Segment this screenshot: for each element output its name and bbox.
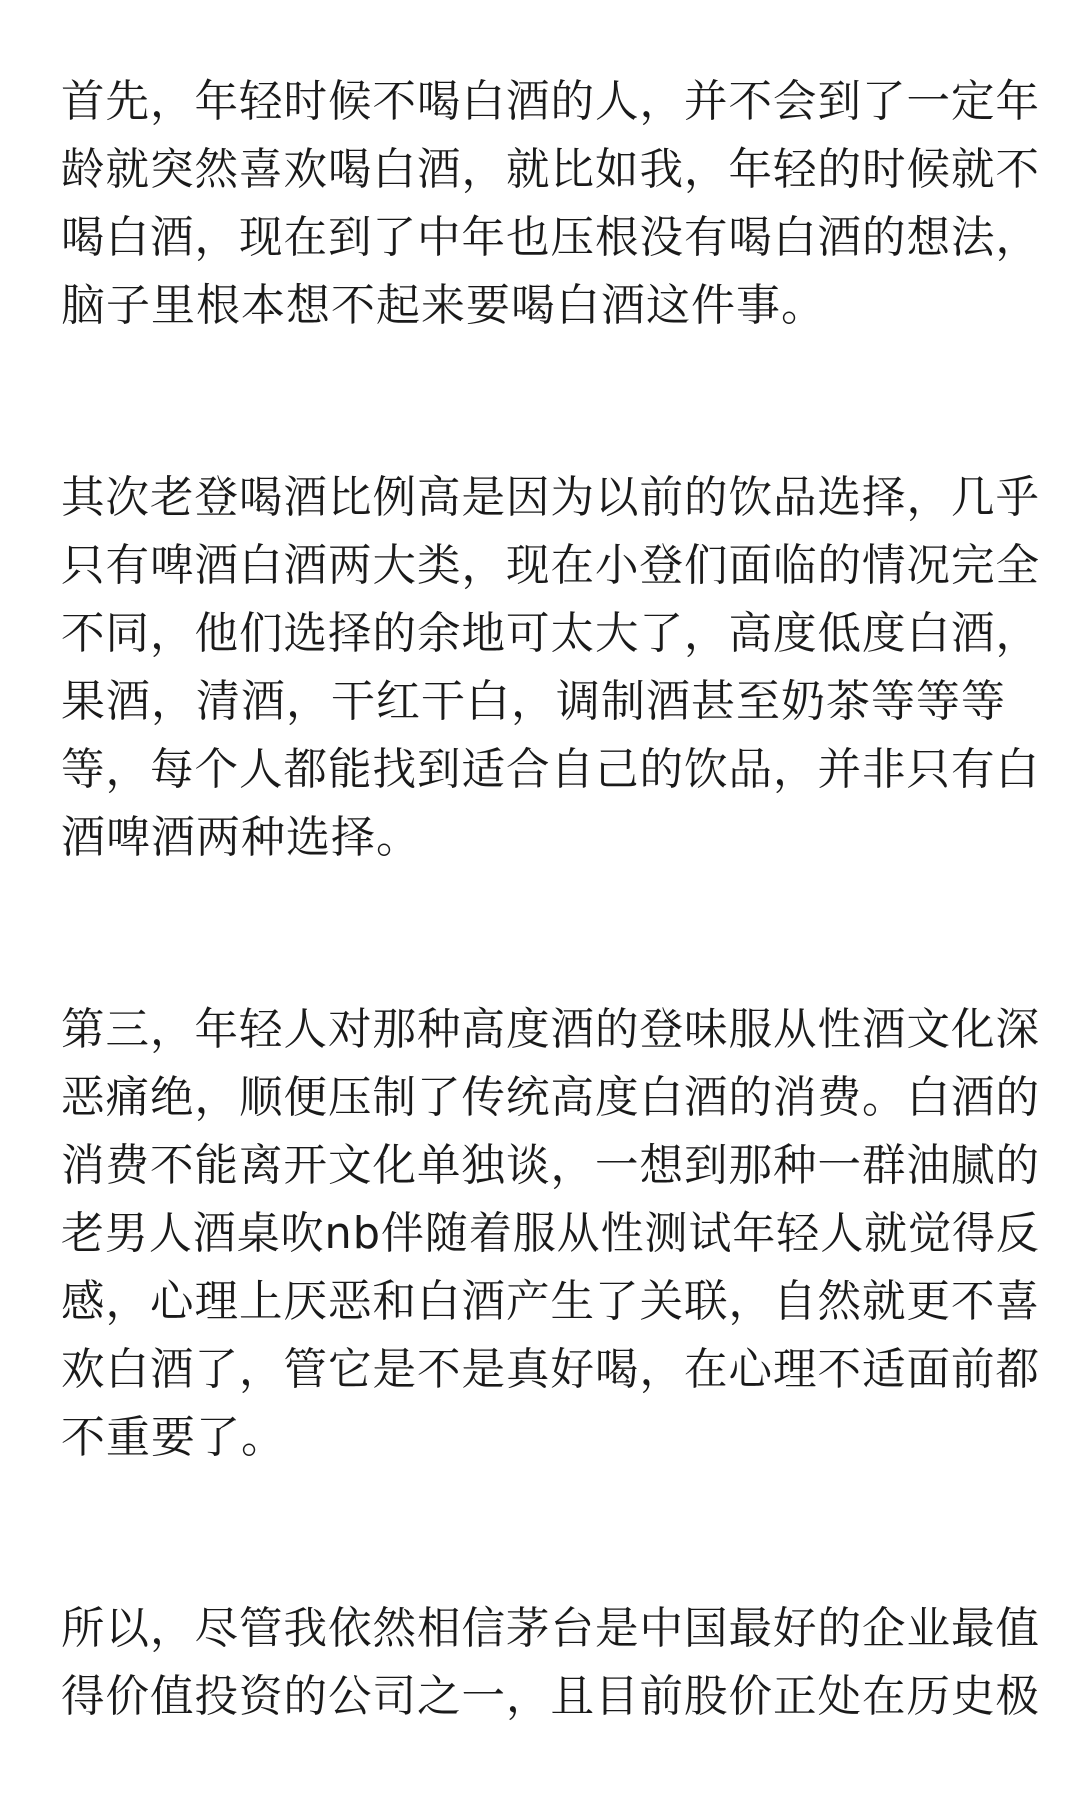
paragraph-line: 酒啤酒两种选择。 — [61, 812, 421, 863]
paragraph-line: 感，心理上厌恶和白酒产生了关联，自然就更不喜 — [61, 1276, 1041, 1327]
paragraph-line: 所以，尽管我依然相信茅台是中国最好的企业最值 — [61, 1603, 1041, 1654]
paragraph-line: 第三，年轻人对那种高度酒的登味服从性酒文化深 — [61, 1004, 1041, 1055]
paragraph-line: 脑子里根本想不起来要喝白酒这件事。 — [61, 280, 826, 331]
paragraph-line: 恶痛绝，顺便压制了传统高度白酒的消费。白酒的 — [61, 1072, 1041, 1123]
paragraph-line: 龄就突然喜欢喝白酒，就比如我，年轻的时候就不 — [61, 144, 1041, 195]
paragraph-line: 喝白酒，现在到了中年也压根没有喝白酒的想法， — [61, 212, 1041, 263]
paragraph-line: 不同，他们选择的余地可太大了，高度低度白酒， — [61, 608, 1041, 659]
paragraph-line: 老男人酒桌吹nb伴随着服从性测试年轻人就觉得反 — [61, 1208, 1040, 1259]
paragraph-line: 欢白酒了，管它是不是真好喝，在心理不适面前都 — [61, 1344, 1041, 1395]
paragraph-line: 不重要了。 — [61, 1412, 286, 1463]
paragraph-line: 只有啤酒白酒两大类，现在小登们面临的情况完全 — [61, 540, 1041, 591]
paragraph-line: 首先，年轻时候不喝白酒的人，并不会到了一定年 — [61, 76, 1041, 127]
paragraph-line: 得价值投资的公司之一，且目前股价正处在历史极 — [61, 1671, 1041, 1722]
paragraph-line: 果酒，清酒，干红干白，调制酒甚至奶茶等等等 — [61, 676, 1006, 727]
paragraph-line: 等，每个人都能找到适合自己的饮品，并非只有白 — [61, 744, 1041, 795]
paragraph-line: 其次老登喝酒比例高是因为以前的饮品选择，几乎 — [61, 472, 1041, 523]
paragraph-line: 消费不能离开文化单独谈，一想到那种一群油腻的 — [61, 1140, 1041, 1191]
